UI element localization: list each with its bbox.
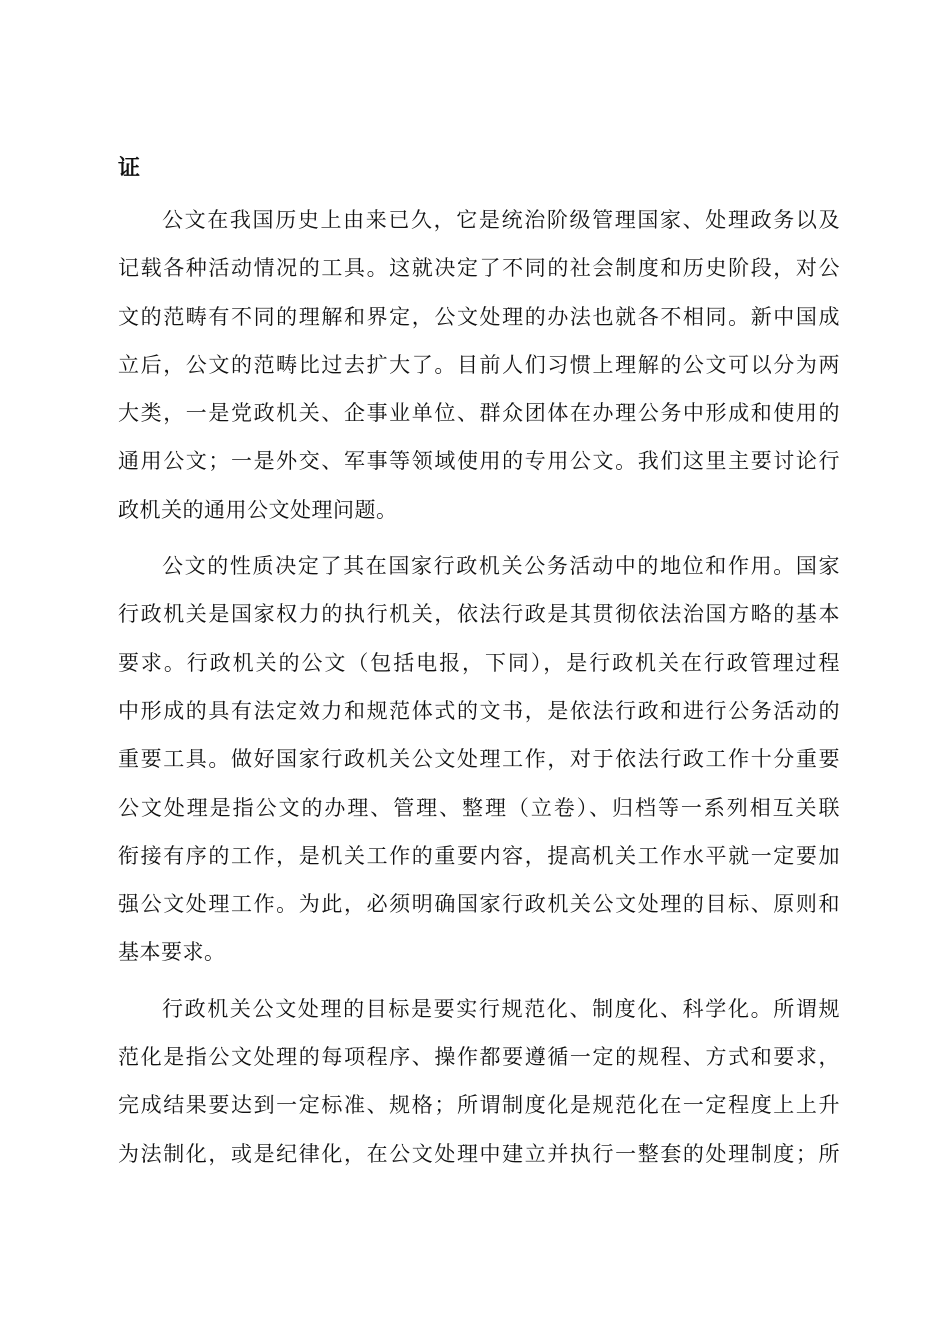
- paragraph-line: 公文的性质决定了其在国家行政机关公务活动中的地位和作用。国家: [162, 554, 840, 579]
- paragraph-line: 大类，一是党政机关、企事业单位、群众团体在办理公务中形成和使用的: [118, 401, 840, 426]
- paragraph-line: 衔接有序的工作，是机关工作的重要内容，提高机关工作水平就一定要加: [118, 843, 840, 868]
- paragraph-line: 记载各种活动情况的工具。这就决定了不同的社会制度和历史阶段，对公: [118, 256, 840, 281]
- paragraph-line: 通用公文；一是外交、军事等领域使用的专用公文。我们这里主要讨论行: [118, 449, 840, 474]
- section-heading: 证: [118, 155, 141, 181]
- paragraph-1: [118, 196, 840, 534]
- paragraph-line: 完成结果要达到一定标准、规格；所谓制度化是规范化在一定程度上上升: [118, 1093, 840, 1118]
- paragraph-line: 要求。行政机关的公文（包括电报，下同），是行政机关在行政管理过程: [118, 650, 840, 675]
- paragraph-line: 立后，公文的范畴比过去扩大了。目前人们习惯上理解的公文可以分为两: [118, 352, 840, 377]
- paragraph-line: 文的范畴有不同的理解和界定，公文处理的办法也就各不相同。新中国成: [118, 304, 840, 329]
- paragraph-line: 强公文处理工作。为此，必须明确国家行政机关公文处理的目标、原则和: [118, 892, 840, 917]
- paragraph-line: 公文处理是指公文的办理、管理、整理（立卷）、归档等一系列相互关联: [118, 795, 840, 820]
- paragraph-2: [118, 542, 840, 977]
- paragraph-line: 为法制化，或是纪律化，在公文处理中建立并执行一整套的处理制度；所: [118, 1141, 840, 1166]
- paragraph-line: 政机关的通用公文处理问题。: [118, 497, 398, 522]
- paragraph-line: 行政机关公文处理的目标是要实行规范化、制度化、科学化。所谓规: [162, 996, 840, 1021]
- paragraph-line: 行政机关是国家权力的执行机关，依法行政是其贯彻依法治国方略的基本: [118, 602, 840, 627]
- paragraph-3: [118, 985, 840, 1178]
- paragraph-line: 中形成的具有法定效力和规范体式的文书，是依法行政和进行公务活动的: [118, 698, 840, 723]
- paragraph-line: 范化是指公文处理的每项程序、操作都要遵循一定的规程、方式和要求，: [118, 1045, 840, 1070]
- document-page: [118, 148, 840, 1186]
- paragraph-line: 重要工具。做好国家行政机关公文处理工作，对于依法行政工作十分重要: [118, 747, 840, 772]
- paragraph-line: 基本要求。: [118, 940, 226, 965]
- paragraph-line: 公文在我国历史上由来已久，它是统治阶级管理国家、处理政务以及: [162, 208, 840, 232]
